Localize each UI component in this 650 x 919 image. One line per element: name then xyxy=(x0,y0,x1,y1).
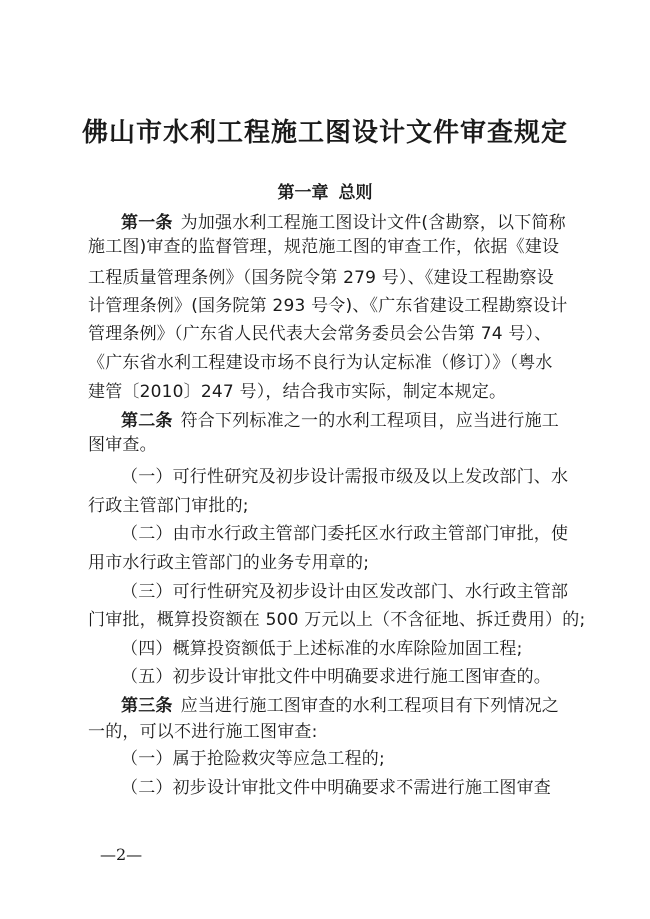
article-1-line-7: 建管〔2010〕247 号），结合我市实际，制定本规定。 xyxy=(88,382,507,402)
article-3-item-2: （二）初步设计审批文件中明确要求不需进行施工图审查 xyxy=(121,778,551,798)
article-1-line-4: 计管理条例》(国务院第 293 号令)、《广东省建设工程勘察设计 xyxy=(88,296,568,316)
article-2-item-1-line-1: （一）可行性研究及初步设计需报市级及以上发改部门、水 xyxy=(121,467,569,487)
article-1-line-2: 施工图)审查的监督管理，规范施工图的审查工作，依据《建设 xyxy=(88,237,560,257)
chapter-number: 第一章 xyxy=(277,183,329,203)
article-1-label: 第一条 xyxy=(121,213,173,233)
article-3-text: 应当进行施工图审查的水利工程项目有下列情况之 xyxy=(180,696,560,716)
article-2-item-2-line-1: （二）由市水行政主管部门委托区水行政主管部门审批，使 xyxy=(121,524,569,544)
document-title: 佛山市水利工程施工图设计文件审查规定 xyxy=(81,118,568,148)
article-2-text: 符合下列标准之一的水利工程项目，应当进行施工 xyxy=(180,411,560,431)
article-2-label: 第二条 xyxy=(121,411,173,431)
article-1-text: 为加强水利工程施工图设计文件(含勘察，以下简称 xyxy=(180,213,566,233)
article-3-line-2: 一的，可以不进行施工图审查: xyxy=(88,722,318,742)
article-1-line-3: 工程质量管理条例》（国务院令第 279 号）、《建设工程勘察设 xyxy=(88,268,554,288)
article-2-item-3-line-2: 门审批，概算投资额在 500 万元以上（不含征地、拆迁费用）的; xyxy=(88,610,586,630)
article-2-item-5: （五）初步设计审批文件中明确要求进行施工图审查的。 xyxy=(121,667,551,687)
article-2-line-2: 图审查。 xyxy=(88,435,157,455)
page-number: —2— xyxy=(100,845,143,864)
article-1-line-5: 管理条例》（广东省人民代表大会常务委员会公告第 74 号）、 xyxy=(88,324,552,344)
article-1-line-6: 《广东省水利工程建设市场不良行为认定标准（修订）》（粤水 xyxy=(88,353,553,373)
article-2-item-4: （四）概算投资额低于上述标准的水库除险加固工程; xyxy=(121,639,523,659)
article-3-item-1: （一）属于抢险救灾等应急工程的; xyxy=(121,749,385,769)
chapter-heading xyxy=(0,178,650,203)
chapter-name: 总则 xyxy=(338,183,373,203)
article-2-item-3-line-1: （三）可行性研究及初步设计由区发改部门、水行政主管部 xyxy=(121,582,569,602)
article-2-item-2-line-2: 用市水行政主管部门的业务专用章的; xyxy=(88,553,370,573)
article-3-label: 第三条 xyxy=(121,696,173,716)
article-2-item-1-line-2: 行政主管部门审批的; xyxy=(88,496,249,516)
